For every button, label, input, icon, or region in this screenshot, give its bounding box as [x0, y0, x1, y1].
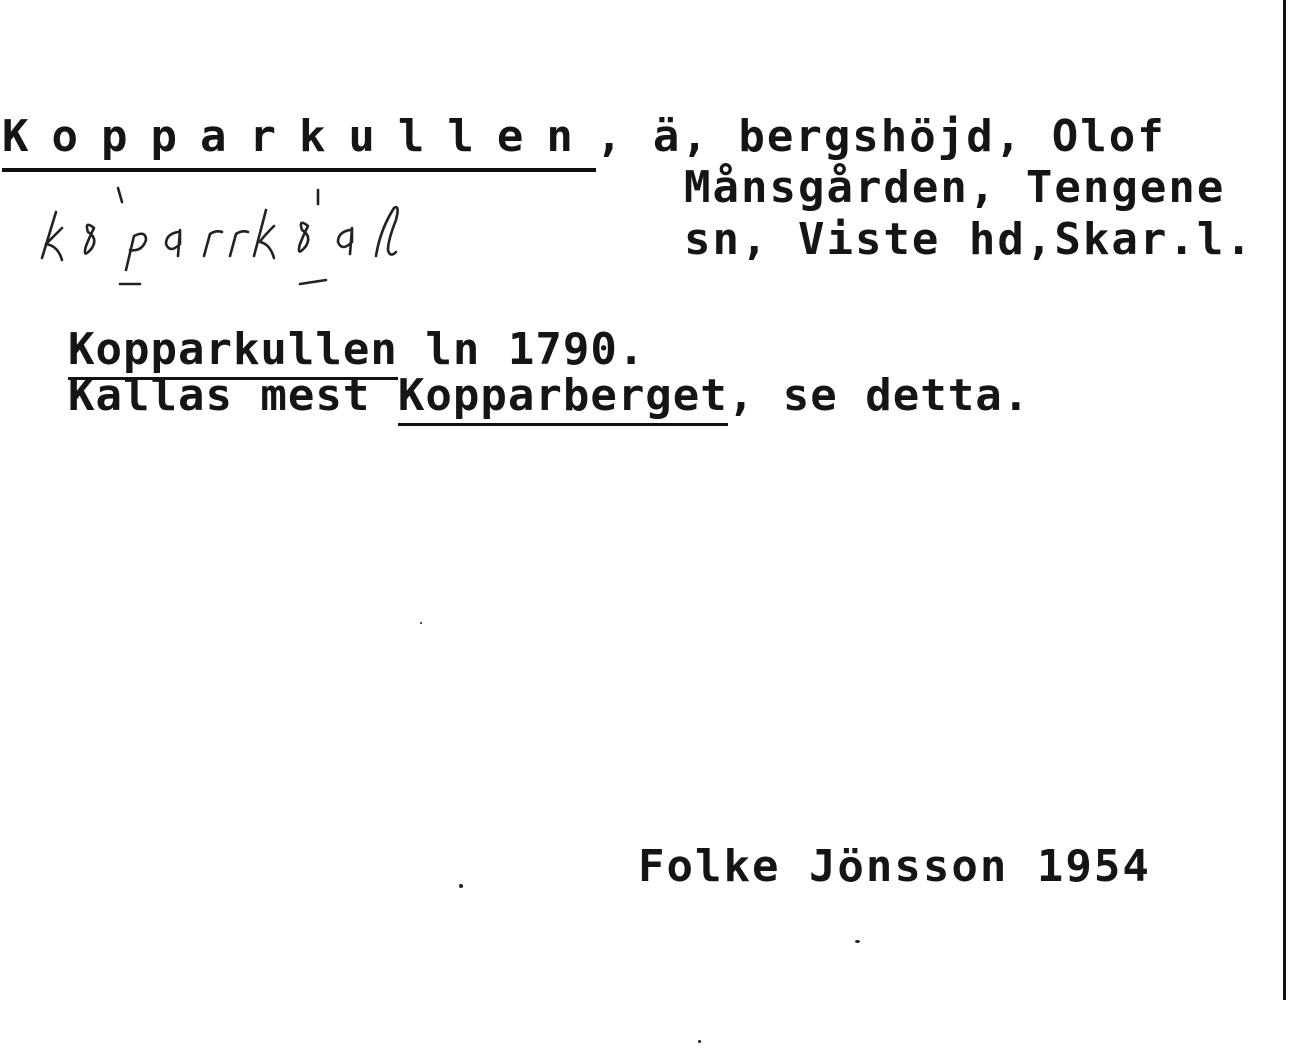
scan-speck	[698, 1040, 701, 1043]
signature: Folke Jönsson 1954	[638, 841, 1151, 892]
scan-speck	[459, 884, 463, 888]
scan-speck	[855, 940, 860, 943]
note-line	[68, 370, 1031, 421]
handwritten-pronunciation	[28, 180, 428, 290]
card-edge-line	[1283, 0, 1286, 1000]
headword: Kopparkullen	[2, 111, 596, 172]
note-suffix: , se detta.	[727, 370, 1031, 421]
headword-description: , ä, bergshöjd, Olof	[595, 111, 1166, 162]
scan-speck	[420, 622, 422, 624]
location-line-2: sn, Viste hd,Skar.l.	[684, 214, 1254, 265]
note-prefix: Kallas mest	[68, 370, 398, 421]
source-line	[68, 324, 646, 375]
source-name: Kopparkullen	[68, 324, 398, 380]
location-line-1: Månsgården, Tengene	[684, 162, 1226, 213]
headword-line	[2, 111, 1166, 162]
note-reference: Kopparberget	[398, 370, 728, 426]
source-details: ln 1790.	[397, 324, 646, 375]
